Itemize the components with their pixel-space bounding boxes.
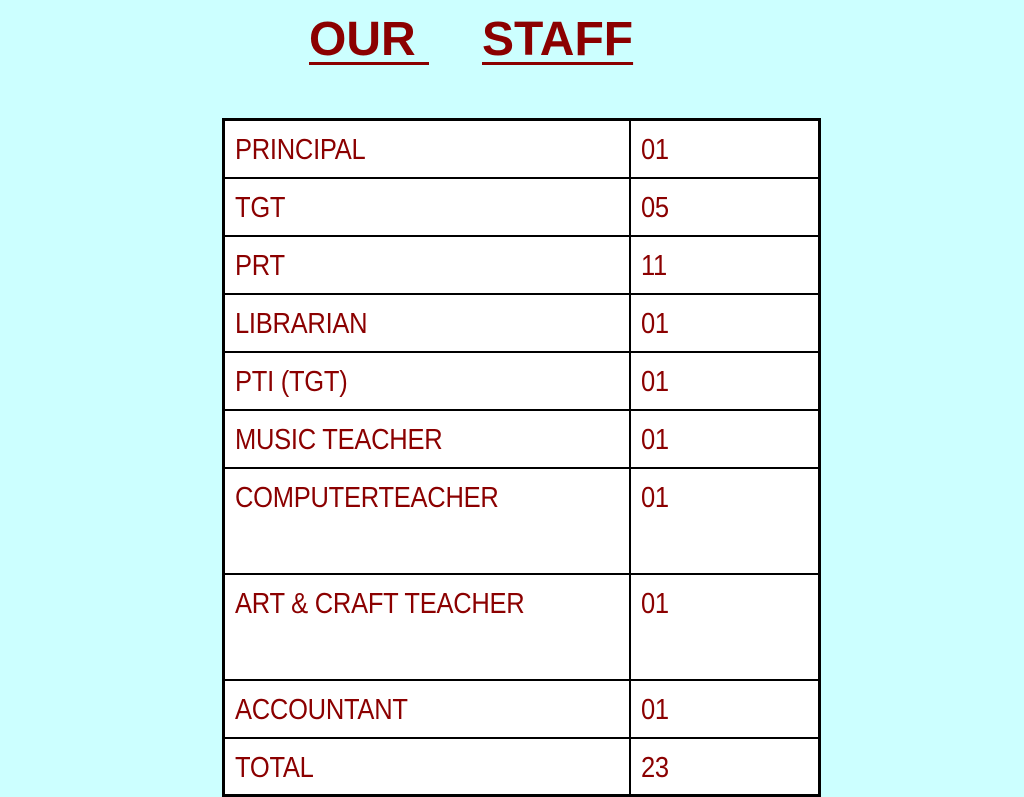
- staff-table: [222, 118, 821, 797]
- count-cell: [630, 178, 820, 236]
- category-cell: [224, 352, 630, 410]
- title-word-staff: STAFF: [482, 13, 634, 66]
- count-cell: [630, 468, 820, 574]
- count-cell: [630, 680, 820, 738]
- table-row-total: [224, 738, 820, 796]
- category-cell: [224, 410, 630, 468]
- category-label: COMPUTERTEACHER: [235, 481, 499, 514]
- count-value: 01: [640, 365, 669, 398]
- count-value: 01: [640, 134, 669, 166]
- count-cell: [630, 410, 820, 468]
- table-row: [224, 294, 820, 352]
- category-label: MUSIC TEACHER: [235, 423, 443, 456]
- table-row: [224, 574, 820, 680]
- count-value: 01: [640, 481, 669, 514]
- category-cell: [224, 468, 630, 574]
- category-cell: [224, 236, 630, 294]
- category-label: PRT: [235, 249, 285, 282]
- count-cell: [630, 352, 820, 410]
- category-label: PTI (TGT): [235, 365, 348, 398]
- table-row: [224, 468, 820, 574]
- total-label: TOTAL: [235, 751, 314, 784]
- count-cell: [630, 236, 820, 294]
- category-cell: [224, 680, 630, 738]
- category-label: ART & CRAFT TEACHER: [235, 587, 525, 620]
- category-cell: [224, 574, 630, 680]
- table-row: [224, 236, 820, 294]
- total-label-cell: [224, 738, 630, 796]
- category-cell: [224, 178, 630, 236]
- category-label: TGT: [235, 191, 286, 224]
- total-count-cell: [630, 738, 820, 796]
- count-value: 01: [640, 693, 669, 726]
- count-cell: [630, 294, 820, 352]
- table-row: [224, 410, 820, 468]
- count-value: 05: [640, 191, 669, 224]
- count-cell: [630, 574, 820, 680]
- category-label: PRINCIPAL: [235, 134, 366, 166]
- category-cell: [224, 120, 630, 178]
- count-value: 01: [640, 587, 669, 620]
- table-row: [224, 178, 820, 236]
- slide-title: [0, 10, 1024, 74]
- category-label: ACCOUNTANT: [235, 693, 408, 726]
- count-value: 11: [640, 249, 667, 282]
- table-row: [224, 120, 820, 178]
- category-cell: [224, 294, 630, 352]
- count-value: 01: [640, 307, 669, 340]
- count-value: 01: [640, 423, 669, 456]
- total-value: 23: [640, 751, 669, 784]
- title-word-our: OUR: [309, 13, 429, 66]
- category-label: LIBRARIAN: [235, 307, 368, 340]
- table-row: [224, 680, 820, 738]
- count-cell: [630, 120, 820, 178]
- table-row: [224, 352, 820, 410]
